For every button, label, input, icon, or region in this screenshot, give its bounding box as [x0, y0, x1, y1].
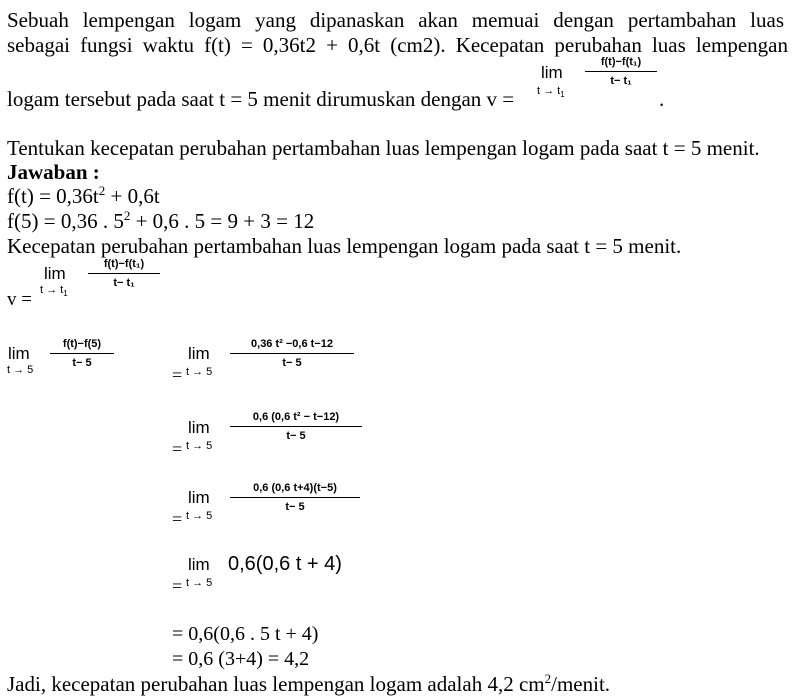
- problem-line-1: Sebuah lempengan logam yang dipanaskan akan memuai dengan pertambahan luas: [7, 8, 784, 32]
- conclusion-text: Jadi, kecepatan perubahan luas lempengan logam adalah 4,2 $cm^2$/menit.: [7, 671, 611, 696]
- problem-line-3: logam tersebut pada saat t = 5 menit dirumuskan dengan v =: [7, 87, 515, 111]
- f5-evaluation: f(5) = 0,36 . $5^2 + 0,6$ . 5 = 9 + 3 = 12: [7, 208, 315, 233]
- result-line-1: = 0,6(0,6 . 5 t + 4): [172, 623, 319, 645]
- problem-line-3-end: .: [659, 87, 665, 111]
- v-label: v =: [7, 289, 32, 310]
- restatement-text: Kecepatan perubahan pertambahan luas lempengan logam pada saat t = 5 menit.: [7, 234, 682, 258]
- question-text: Tentukan kecepatan perubahan pertambahan luas lempengan logam pada saat t = 5 menit.: [7, 136, 760, 160]
- problem-line-2: sebagai fungsi waktu f(t) = 0,36t2 + 0,6t (cm2). Kecepatan perubahan luas lempengan: [7, 33, 788, 57]
- result-line-2: = 0,6 (3+4) = 4,2: [172, 648, 310, 670]
- answer-heading: Jawaban :: [7, 160, 100, 184]
- function-definition: $f(t) = 0,36t^2 + 0,6t$: [7, 183, 160, 208]
